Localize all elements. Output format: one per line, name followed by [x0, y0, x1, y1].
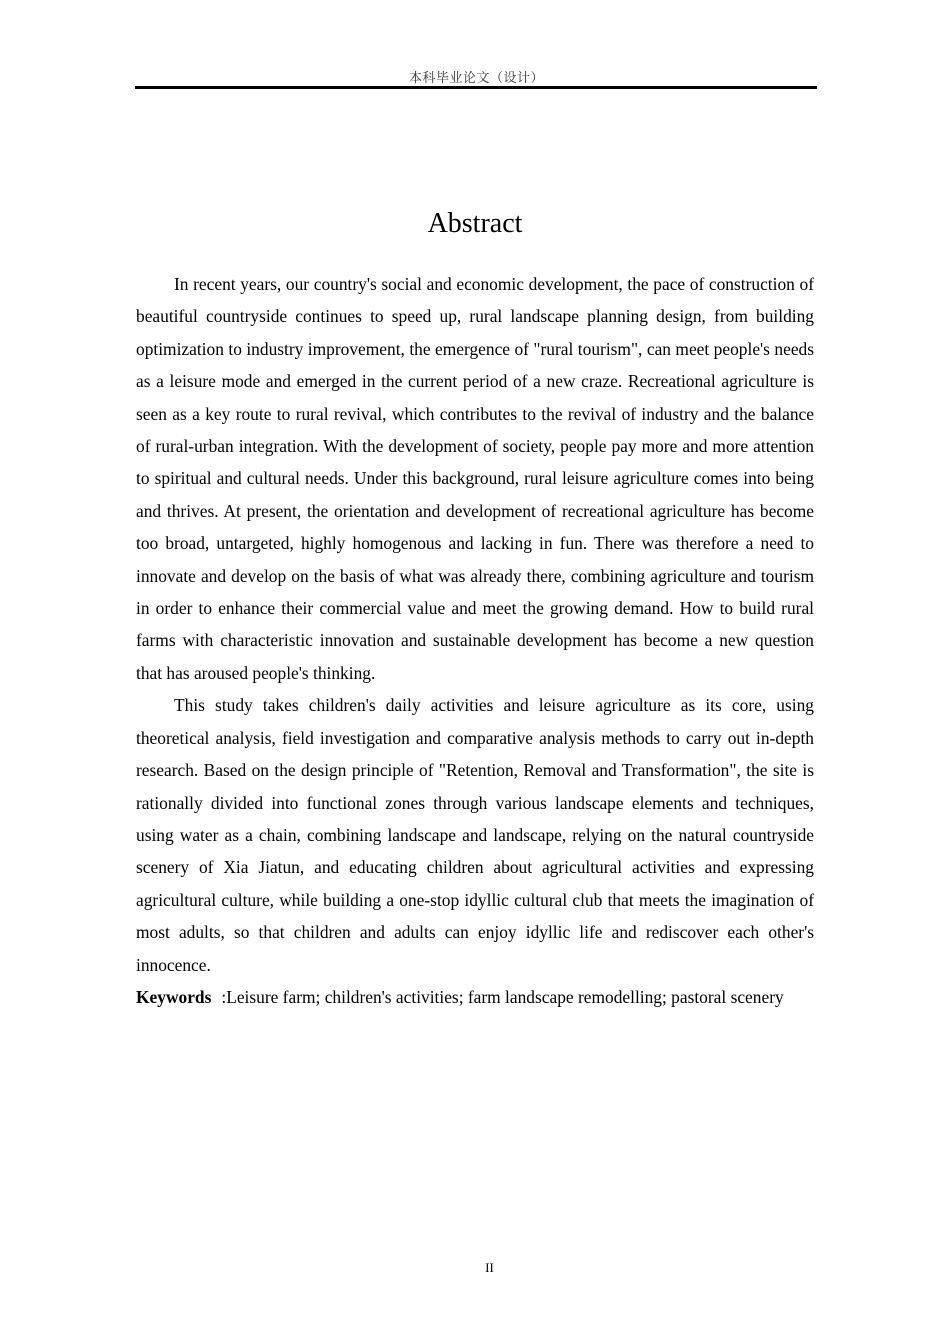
abstract-paragraph-2: This study takes children's daily activities and leisure agriculture as its core, using theoretical analysis, field investigation and comparative analysis methods to carry out in-depth research. Based on the design principle of "Retention, Removal and Transformation", the site is rationally divided into functional zones through various landscape elements and techniques, using water as a chain, combining landscape and landscape, relying on the natural countryside scenery of Xia Jiatun, and educating children about agricultural activities and expressing agricultural culture, while building a one-stop idyllic cultural club that meets the imagination of most adults, so that children and adults can enjoy idyllic life and rediscover each other's innocence.	[136, 695, 814, 975]
keywords-line	[136, 981, 814, 1013]
abstract-body	[136, 268, 814, 1013]
keywords-text: :Leisure farm; children's activities; farm landscape remodelling; pastoral scenery	[221, 986, 784, 1007]
running-header: 本科毕业论文（设计）	[408, 71, 544, 86]
abstract-title: Abstract	[427, 208, 523, 239]
header-rule	[135, 86, 817, 89]
page-number: II	[485, 1260, 494, 1275]
keywords-label: Keywords	[136, 986, 212, 1007]
abstract-paragraph-1: In recent years, our country's social and economic development, the pace of construction of beautiful countryside continues to speed up, rural landscape planning design, from building optimization to industry improvement, the emergence of "rural tourism", can meet people's needs as a leisure mode and emerged in the current period of a new craze. Recreational agriculture is seen as a key route to rural revival, which contributes to the revival of industry and the balance of rural-urban integration. With the development of society, people pay more and more attention to spiritual and cultural needs. Under this background, rural leisure agriculture comes into being and thrives. At present, the orientation and development of recreational agriculture has become too broad, untargeted, highly homogenous and lacking in fun. There was therefore a need to innovate and develop on the basis of what was already there, combining agriculture and tourism in order to enhance their commercial value and meet the growing demand. How to build rural farms with characteristic innovation and sustainable development has become a new question that has aroused people's thinking.	[136, 274, 814, 683]
